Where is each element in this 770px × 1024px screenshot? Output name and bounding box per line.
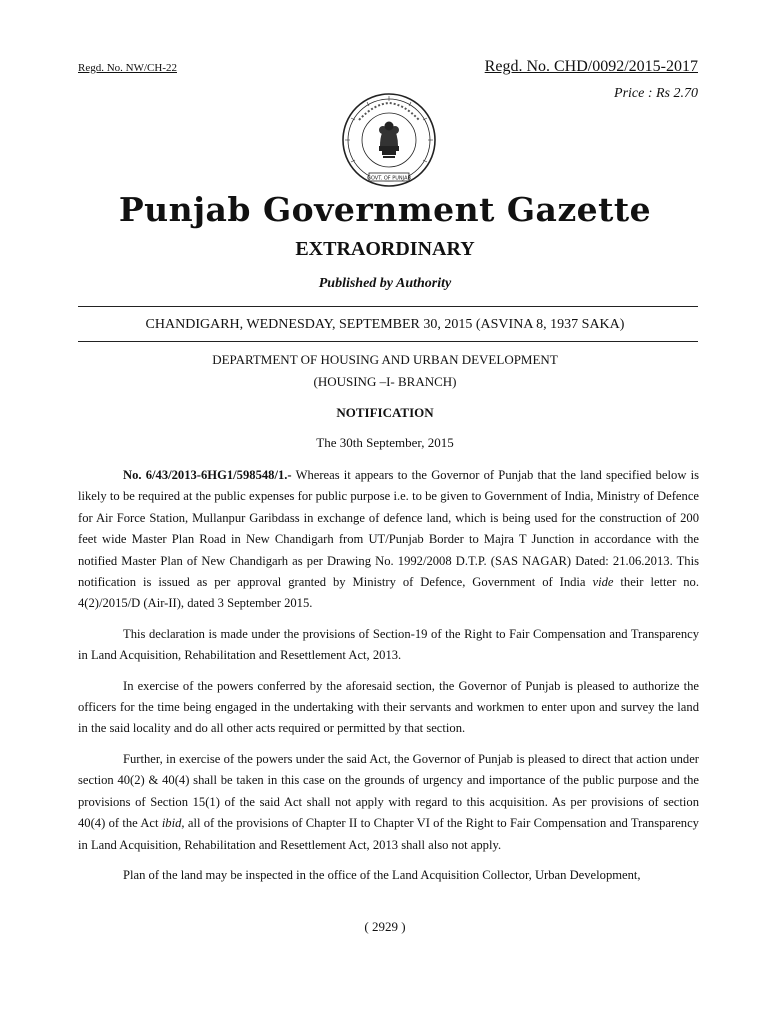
paragraph-1-text-b: their letter no. 4(2)/2015/D (Air-II), dated 3 September 2015. [78,575,700,611]
dateline: CHANDIGARH, WEDNESDAY, SEPTEMBER 30, 2015 (ASVINA 8, 1937 SAKA) [145,317,625,332]
paragraph-4-text-b: all of the provisions of Chapter II to Chapter VI of the Right to Fair Compensation and Transparency in Land Acquisition, Rehabilitation and Resettlement Act, 2013 shall also not apply. [78,816,699,852]
registration-number-left: Regd. No. NW/CH-22 [78,62,177,74]
department-name: DEPARTMENT OF HOUSING AND URBAN DEVELOPMENT [212,352,558,367]
gazette-title: Punjab Government Gazette [118,190,652,229]
paragraph-1-vide: vide [592,575,614,590]
notification-heading: NOTIFICATION [336,405,434,420]
paragraph-4-ibid: ibid, [161,816,185,831]
paragraph-3: In exercise of the powers conferred by the aforesaid section, the Governor of Punjab is pleased to authorize the officers for the time being engaged in the undertaking with their servants and workmen to enter upon and survey the land in the said locality and do all other acts required or permitted by that section. [78,678,699,736]
registration-number-right: Regd. No. CHD/0092/2015-2017 [484,58,698,75]
paragraph-1 [78,465,699,615]
state-emblem-seal-icon [339,90,439,190]
notification-body [78,465,699,895]
svg-text:GOVT. OF PUNJAB: GOVT. OF PUNJAB [367,175,411,182]
branch-name: (HOUSING –I- BRANCH) [313,374,457,389]
edition-heading: EXTRAORDINARY [295,238,475,260]
notification-date: The 30th September, 2015 [316,435,454,450]
dateline-rule-top [78,306,698,307]
page-number: ( 2929 ) [364,919,406,934]
published-by-authority: Published by Authority [318,276,452,291]
price-label: Price : Rs 2.70 [614,86,698,101]
paragraph-4-text-a: Further, in exercise of the powers under the said Act, the Governor of Punjab is pleased to direct that action under section 40(2) & 40(4) shall be taken in this case on the grounds of urgency and importance of the public purpose and the provisions of Section 15(1) of the said Act shall not apply with regard to this acquisition. As per provisions of section 40(4) of the Act [78,751,699,831]
paragraph-1-text-a: Whereas it appears to the Governor of Punjab that the land specified below is likely to be required at the public expenses for public purpose i.e. to be given to Government of India, Ministry of Defence for Air Force Station, Mullanpur Garibdass in exchange of defence land, which is being used for the construction of 200 feet wide Master Plan Road in New Chandigarh from UT/Punjab Border to Majra T Junction in accordance with the notified Master Plan of New Chandigarh as per Drawing No. 1992/2008 D.T.P. (SAS NAGAR) Dated: 21.06.2013. This notification is issued as per approval granted by Ministry of Defence, Government of India [78,468,700,590]
paragraph-2: This declaration is made under the provisions of Section-19 of the Right to Fair Compensation and Transparency in Land Acquisition, Rehabilitation and Resettlement Act, 2013. [78,626,699,663]
paragraph-5: Plan of the land may be inspected in the office of the Land Acquisition Collector, Urban Development, [123,867,641,882]
dateline-rule-bottom [78,341,698,342]
notification-number: No. 6/43/2013-6HG1/598548/1.- [123,468,292,482]
paragraph-4 [78,749,699,856]
